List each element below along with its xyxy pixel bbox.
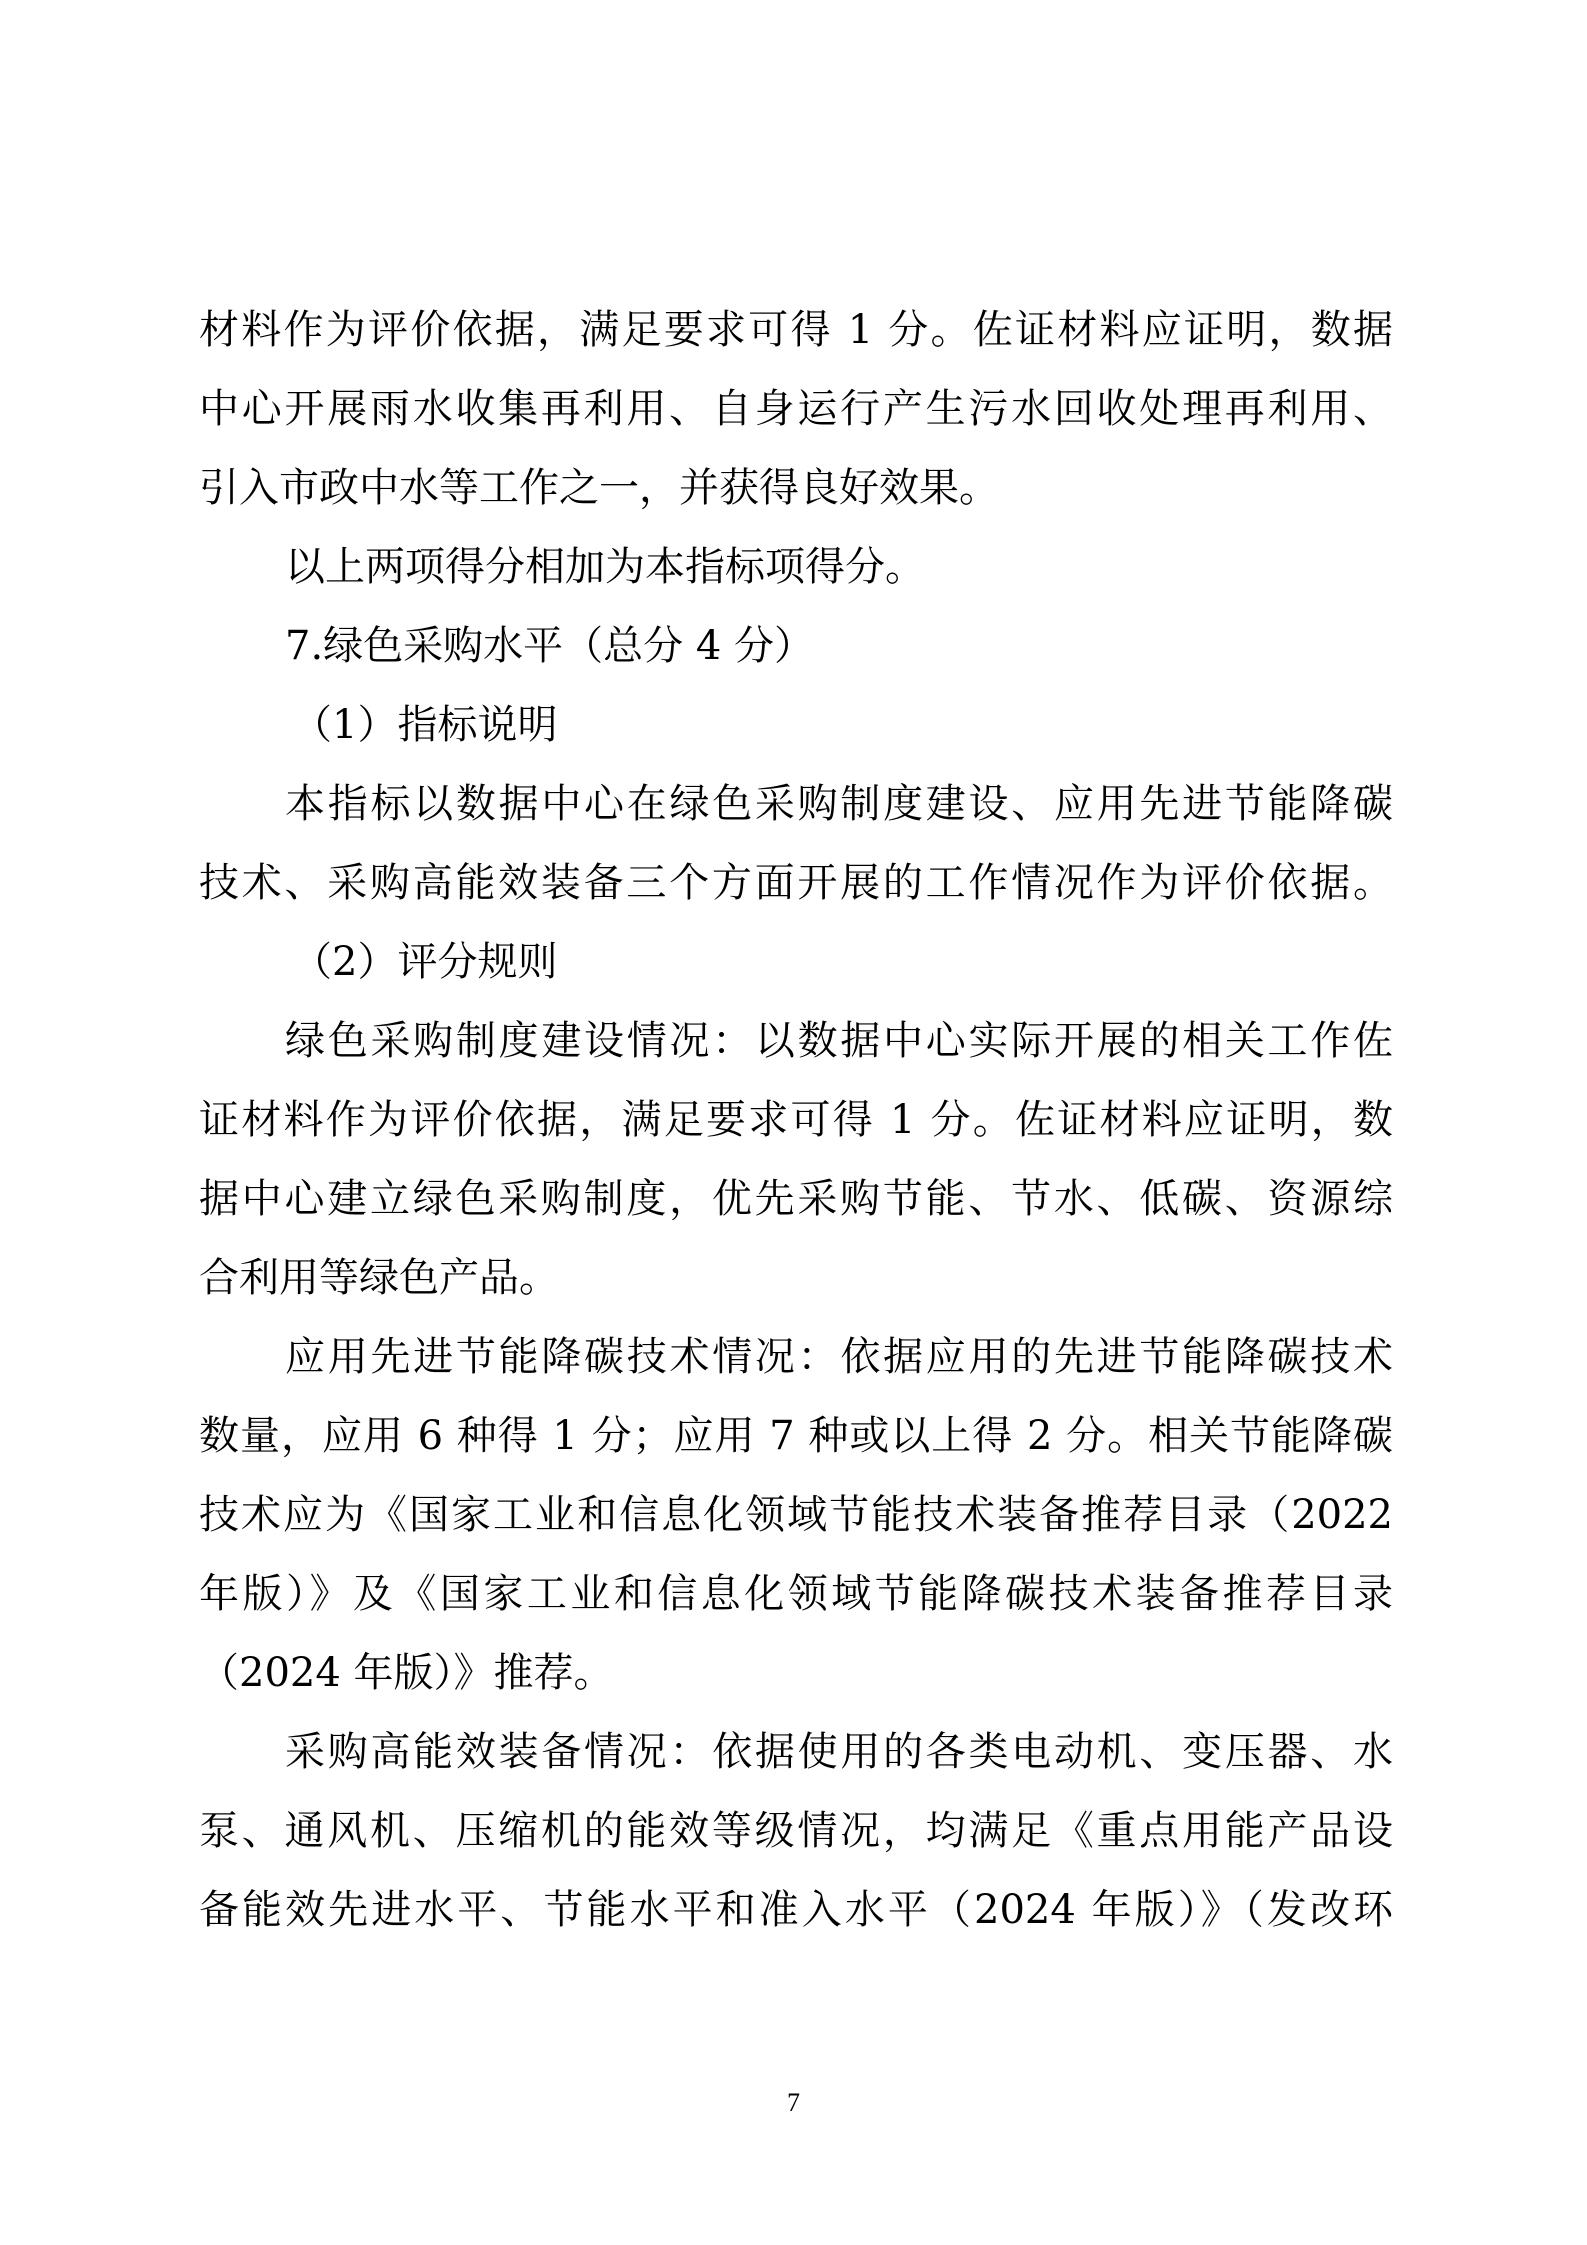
body-text-line: 采购高能效装备情况：依据使用的各类电动机、变压器、水 (285, 1729, 1393, 1775)
body-text-line: 本指标以数据中心在绿色采购制度建设、应用先进节能降碳 (285, 781, 1393, 827)
body-text-line: 以上两项得分相加为本指标项得分。 (285, 544, 925, 590)
body-text-line: 证材料作为评价依据，满足要求可得 1 分。佐证材料应证明，数 (199, 1097, 1393, 1143)
body-text-line: 中心开展雨水收集再利用、自身运行产生污水回收处理再利用、 (199, 386, 1393, 432)
body-text-line: 技术应为《国家工业和信息化领域节能技术装备推荐目录（2022 (199, 1492, 1393, 1538)
subsection-heading: （2）评分规则 (292, 939, 558, 985)
body-text-line: 备能效先进水平、节能水平和准入水平（2024 年版）》（发改环 (199, 1887, 1393, 1933)
body-text-line: 数量，应用 6 种得 1 分；应用 7 种或以上得 2 分。相关节能降碳 (199, 1413, 1393, 1459)
body-text-line: 泵、通风机、压缩机的能效等级情况，均满足《重点用能产品设 (199, 1808, 1393, 1854)
body-text-line: 引入市政中水等工作之一，并获得良好效果。 (199, 465, 999, 511)
body-text-line: 合利用等绿色产品。 (199, 1255, 559, 1301)
body-text-line: （2024 年版）》推荐。 (199, 1650, 614, 1696)
body-text-line: 技术、采购高能效装备三个方面开展的工作情况作为评价依据。 (199, 860, 1393, 906)
body-text-line: 材料作为评价依据，满足要求可得 1 分。佐证材料应证明，数据 (199, 307, 1393, 353)
section-heading: 7.绿色采购水平（总分 4 分） (285, 623, 815, 669)
body-text-line: 应用先进节能降碳技术情况：依据应用的先进节能降碳技术 (285, 1334, 1393, 1380)
body-text-line: 据中心建立绿色采购制度，优先采购节能、节水、低碳、资源综 (199, 1176, 1393, 1222)
page-number: 7 (787, 2088, 800, 2117)
subsection-heading: （1）指标说明 (292, 702, 558, 748)
body-text-line: 年版）》及《国家工业和信息化领域节能降碳技术装备推荐目录 (199, 1571, 1393, 1617)
body-text-line: 绿色采购制度建设情况：以数据中心实际开展的相关工作佐 (285, 1018, 1393, 1064)
